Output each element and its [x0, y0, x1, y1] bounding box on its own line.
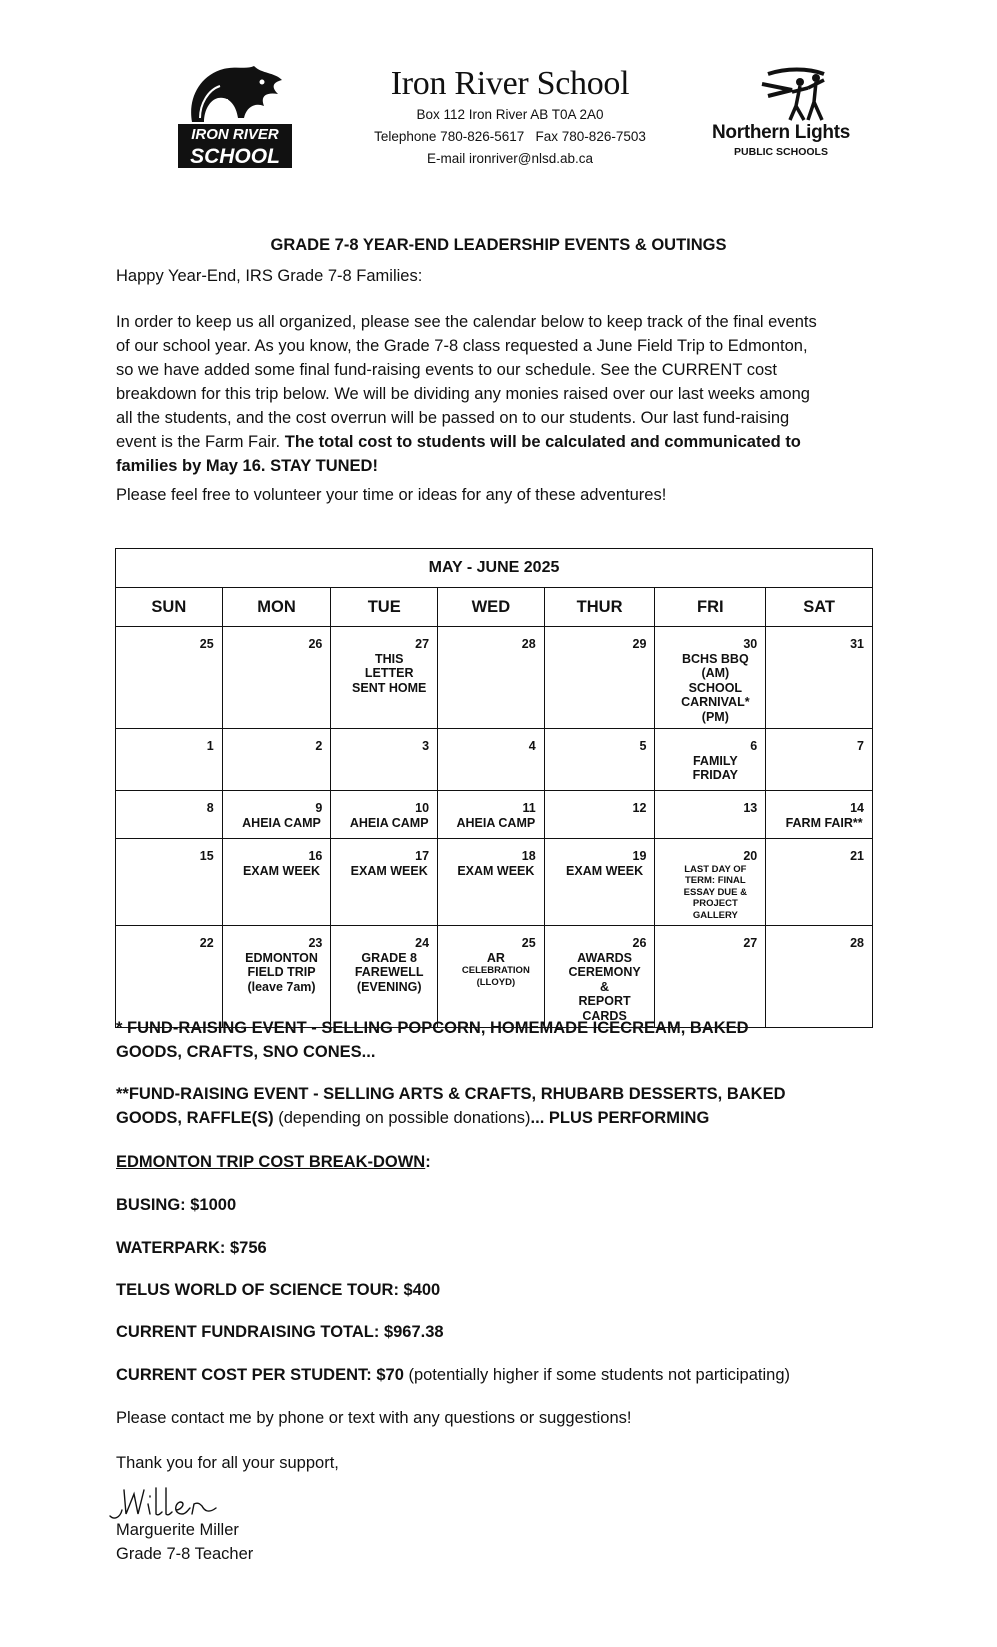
intro-line-5: all the students, and the cost overrun will be passed on to our students. Our last fund-raising — [116, 409, 790, 427]
event-text: AHEIA CAMP — [242, 815, 321, 830]
intro-line-6-bold: The total cost to students will be calculated and communicated to — [284, 433, 801, 451]
division-name: Northern Lights — [712, 122, 850, 143]
school-telephone: Telephone 780-826-5617 — [374, 129, 525, 144]
cost-waterpark: WATERPARK: $756 — [116, 1239, 267, 1257]
day-number: 12 — [632, 801, 647, 815]
event-text: GRADE 8 — [361, 950, 417, 965]
day-header: FRI — [655, 588, 766, 627]
day-number: 27 — [743, 936, 758, 950]
day-number: 20 — [743, 849, 758, 863]
day-number: 23 — [308, 936, 323, 950]
calendar-week-row — [116, 926, 873, 1028]
day-number: 26 — [632, 936, 647, 950]
fundraising-total: CURRENT FUNDRAISING TOTAL: $967.38 — [116, 1323, 444, 1341]
event-text: CEREMONY & — [568, 965, 641, 994]
day-header: TUE — [331, 588, 438, 627]
calendar-day-cell — [766, 926, 873, 1028]
cost-busing: BUSING: $1000 — [116, 1196, 237, 1214]
day-number: 28 — [521, 637, 536, 651]
note2-bold-b: ... PLUS PERFORMING — [530, 1109, 710, 1127]
intro-line-2: of our school year. As you know, the Grade 7-8 class requested a June Field Trip to Edmonton, — [116, 337, 808, 355]
day-number: 29 — [632, 637, 647, 651]
day-number: 15 — [199, 849, 214, 863]
calendar-day-cell — [331, 627, 438, 729]
greeting: Happy Year-End, IRS Grade 7-8 Families: — [116, 267, 423, 285]
fundraising-note-2-line-1: **FUND-RAISING EVENT - SELLING ARTS & CRAFTS, RHUBARB DESSERTS, BAKED — [116, 1085, 786, 1103]
event-text: SENT HOME — [352, 680, 427, 695]
school-email: E-mail ironriver@nlsd.ab.ca — [426, 151, 593, 166]
day-number: 6 — [750, 739, 758, 753]
event-text: AHEIA CAMP — [456, 815, 536, 830]
event-text: EXAM WEEK — [566, 863, 644, 878]
event-text: FARM FAIR** — [785, 815, 863, 830]
event-text: FAREWELL — [354, 965, 424, 979]
day-header: SAT — [766, 588, 873, 627]
day-number: 24 — [415, 936, 430, 950]
calendar-day-cell — [116, 627, 223, 729]
calendar-day-cell — [222, 926, 331, 1028]
school-fax: Fax 780-826-7503 — [535, 129, 646, 144]
event-text-small: (LLOYD) — [476, 976, 516, 988]
day-number: 4 — [528, 739, 536, 753]
northern-lights-logo — [696, 66, 866, 166]
calendar-day-cell — [655, 791, 766, 839]
intro-line-1: In order to keep us all organized, please see the calendar below to keep track of the final events — [116, 313, 817, 331]
note2-bold-a: GOODS, RAFFLE(S) — [116, 1109, 274, 1127]
event-text: THIS LETTER — [364, 651, 414, 680]
event-text: EDMONTON — [245, 950, 318, 965]
day-number: 22 — [199, 936, 214, 950]
event-text: AR — [486, 950, 505, 965]
teacher-name: Marguerite Miller — [116, 1521, 239, 1539]
cost-heading-suffix: : — [425, 1153, 431, 1171]
calendar-week-row — [116, 729, 873, 791]
event-text: EXAM WEEK — [457, 863, 535, 878]
event-text-small: ESSAY DUE & — [683, 886, 748, 898]
day-number: 17 — [415, 849, 430, 863]
day-number: 31 — [850, 637, 864, 651]
calendar-day-cell — [655, 729, 766, 791]
calendar-day-cell — [331, 729, 438, 791]
calendar-day-cell — [766, 627, 873, 729]
day-number: 7 — [857, 739, 864, 753]
calendar-day-cell — [655, 627, 766, 729]
cost-heading-text: EDMONTON TRIP COST BREAK-DOWN — [116, 1153, 426, 1171]
volunteer-note: Please feel free to volunteer your time or ideas for any of these adventures! — [116, 486, 667, 504]
calendar-day-cell — [116, 791, 223, 839]
event-text: FAMILY — [692, 753, 738, 768]
event-text: CARNIVAL* (PM) — [681, 695, 750, 724]
calendar-day-cell — [222, 791, 331, 839]
document-title: GRADE 7-8 YEAR-END LEADERSHIP EVENTS & OUTINGS — [270, 236, 727, 254]
day-number: 11 — [522, 801, 536, 815]
event-text: SCHOOL — [688, 680, 743, 695]
cost-per-student-note: (potentially higher if some students not participating) — [403, 1366, 790, 1384]
event-text-small: GALLERY — [692, 909, 738, 921]
day-number: 10 — [415, 801, 430, 815]
calendar-day-cell — [766, 791, 873, 839]
day-number: 26 — [308, 637, 323, 651]
event-text: EXAM WEEK — [242, 863, 321, 878]
cost-per-student — [116, 1363, 790, 1387]
calendar-caption: MAY - JUNE 2025 — [116, 549, 873, 588]
logo-text-bottom: SCHOOL — [190, 145, 280, 168]
cost-breakdown-heading — [116, 1150, 431, 1174]
event-text: (EVENING) — [356, 979, 422, 994]
school-header — [330, 64, 690, 170]
calendar-day-cell — [438, 839, 545, 926]
calendar-day-cell — [116, 839, 223, 926]
intro-line-7: families by May 16. STAY TUNED! — [116, 457, 378, 475]
calendar-week-row — [116, 791, 873, 839]
day-header: THUR — [544, 588, 655, 627]
division-subtitle: PUBLIC SCHOOLS — [734, 146, 828, 158]
calendar-day-cell — [544, 627, 655, 729]
day-number: 13 — [743, 801, 758, 815]
day-number: 25 — [199, 637, 214, 651]
intro-line-3: so we have added some final fund-raising events to our schedule. See the CURRENT cost — [116, 361, 777, 379]
fundraising-note-1-line-2: GOODS, CRAFTS, SNO CONES... — [116, 1043, 376, 1061]
cost-per-student-bold: CURRENT COST PER STUDENT: $70 — [116, 1366, 404, 1384]
day-number: 25 — [521, 936, 536, 950]
day-header: MON — [222, 588, 331, 627]
event-text-small: LAST DAY OF — [684, 863, 747, 875]
calendar-day-cell — [331, 791, 438, 839]
day-number: 1 — [206, 739, 214, 753]
calendar-day-cell — [766, 729, 873, 791]
intro-paragraph — [116, 310, 886, 478]
day-number: 2 — [315, 739, 323, 753]
calendar-day-cell — [544, 926, 655, 1028]
calendar-header-row — [116, 588, 873, 627]
day-number: 18 — [521, 849, 536, 863]
event-text: FRIDAY — [692, 768, 739, 782]
day-header: WED — [438, 588, 545, 627]
school-address: Box 112 Iron River AB T0A 2A0 — [416, 107, 604, 122]
calendar-day-cell — [331, 839, 438, 926]
event-text: BCHS BBQ (AM) — [682, 651, 749, 680]
school-name: Iron River School — [390, 65, 630, 102]
calendar-day-cell — [222, 627, 331, 729]
calendar-day-cell — [766, 839, 873, 926]
day-number: 5 — [639, 739, 647, 753]
intro-line-6-plain: event is the Farm Fair. — [116, 433, 285, 451]
event-text: REPORT — [578, 994, 631, 1008]
event-text: FIELD TRIP — [247, 965, 316, 979]
calendar-day-cell — [438, 627, 545, 729]
day-number: 28 — [850, 936, 864, 950]
day-header: SUN — [116, 588, 223, 627]
calendar-day-cell — [116, 926, 223, 1028]
event-text: (leave 7am) — [247, 979, 316, 994]
event-text: CARDS — [582, 1008, 627, 1023]
day-number: 21 — [850, 849, 864, 863]
day-number: 8 — [206, 801, 214, 815]
calendar-day-cell — [544, 839, 655, 926]
day-number: 9 — [315, 801, 323, 815]
calendar-day-cell — [544, 729, 655, 791]
calendar-day-cell — [222, 729, 331, 791]
day-number: 14 — [850, 801, 864, 815]
teacher-role: Grade 7-8 Teacher — [116, 1545, 254, 1563]
intro-line-4: breakdown for this trip below. We will be dividing any monies raised over our last weeks among — [116, 385, 810, 403]
contact-line: Please contact me by phone or text with any questions or suggestions! — [116, 1409, 632, 1427]
event-text-small: CELEBRATION — [461, 965, 530, 976]
calendar-week-row — [116, 627, 873, 729]
intro-line-6 — [116, 430, 886, 454]
calendar-day-cell — [438, 926, 545, 1028]
northern-lights-figures-icon — [696, 66, 866, 124]
day-number: 19 — [632, 849, 647, 863]
calendar-day-cell — [222, 839, 331, 926]
event-text-small: PROJECT — [692, 898, 738, 909]
thanks-line: Thank you for all your support, — [116, 1454, 339, 1472]
calendar-day-cell — [116, 729, 223, 791]
calendar-day-cell — [655, 839, 766, 926]
event-text: AHEIA CAMP — [349, 815, 429, 830]
iron-river-school-logo — [174, 60, 296, 170]
fundraising-note-2-line-2 — [116, 1106, 709, 1130]
calendar-day-cell — [331, 926, 438, 1028]
day-number: 30 — [743, 637, 758, 651]
day-number: 27 — [415, 637, 430, 651]
note2-plain: (depending on possible donations) — [273, 1109, 531, 1127]
calendar-day-cell — [544, 791, 655, 839]
calendar-day-cell — [438, 729, 545, 791]
calendar-day-cell — [655, 926, 766, 1028]
calendar-week-row — [116, 839, 873, 926]
day-number: 3 — [422, 739, 430, 753]
day-number: 16 — [308, 849, 323, 863]
event-text-small: TERM: FINAL — [684, 875, 746, 886]
school-phone-fax — [330, 126, 690, 148]
calendar-day-cell — [438, 791, 545, 839]
logo-text-top: IRON RIVER — [191, 126, 279, 143]
event-text: AWARDS — [577, 950, 632, 965]
event-text: EXAM WEEK — [350, 863, 428, 878]
fundraising-note-1-line-1: * FUND-RAISING EVENT - SELLING POPCORN, HOMEMADE ICECREAM, BAKED — [116, 1019, 749, 1037]
calendar-table — [115, 548, 873, 1028]
cost-telus: TELUS WORLD OF SCIENCE TOUR: $400 — [116, 1281, 441, 1299]
